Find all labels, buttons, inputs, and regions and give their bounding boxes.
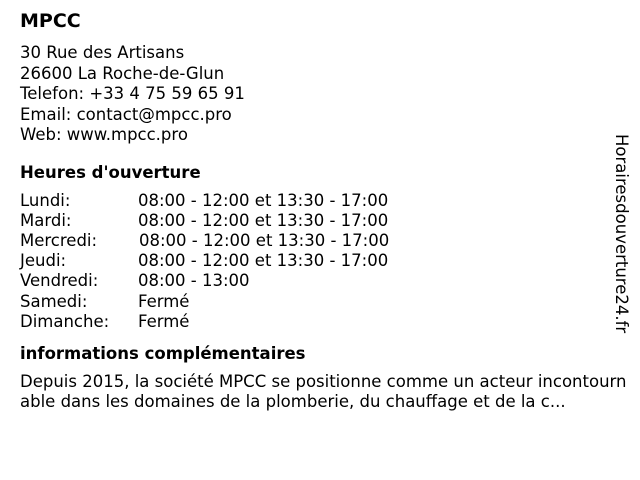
hours-day-label: Dimanche: — [20, 311, 110, 331]
hours-row-saturday — [20, 292, 620, 312]
email-line: Email: contact@mpcc.pro — [20, 104, 232, 124]
hours-row-friday — [20, 271, 620, 291]
hours-day-label: Mercredi: — [20, 230, 98, 250]
hours-row-tuesday — [20, 211, 620, 231]
contact-block — [20, 43, 620, 146]
opening-hours-table — [20, 191, 620, 332]
source-watermark — [603, 134, 639, 346]
hours-value: Fermé — [138, 311, 190, 331]
additional-info-text: Depuis 2015, la société MPCC se positionne comme un acteur incontournable dans les domaines de la plomberie, du chauffage et de la c... — [20, 371, 627, 412]
hours-value: 08:00 - 12:00 et 13:30 - 17:00 — [138, 251, 389, 271]
additional-info-title: informations complémentaires — [20, 343, 306, 363]
hours-value: 08:00 - 12:00 et 13:30 - 17:00 — [138, 190, 389, 210]
hours-value: 08:00 - 13:00 — [138, 271, 250, 291]
hours-row-monday — [20, 191, 620, 211]
address-street: 30 Rue des Artisans — [20, 43, 185, 62]
hours-value: 08:00 - 12:00 et 13:30 - 17:00 — [139, 230, 390, 250]
watermark-text: Horairesdouverture24.fr — [612, 134, 631, 334]
hours-day-label: Vendredi: — [20, 271, 99, 291]
hours-day-label: Lundi: — [20, 190, 71, 210]
hours-value: Fermé — [138, 291, 190, 311]
hours-value: 08:00 - 12:00 et 13:30 - 17:00 — [138, 210, 389, 230]
hours-row-thursday — [20, 251, 620, 271]
address-city: 26600 La Roche-de-Glun — [20, 63, 225, 83]
hours-day-label: Mardi: — [20, 210, 72, 230]
opening-hours-title: Heures d'ouverture — [20, 162, 201, 182]
web-line: Web: www.mpcc.pro — [20, 125, 188, 144]
hours-row-wednesday — [20, 231, 620, 251]
hours-row-sunday — [20, 312, 620, 332]
hours-day-label: Samedi: — [20, 291, 88, 311]
company-name: MPCC — [20, 10, 81, 32]
phone-line: Telefon: +33 4 75 59 65 91 — [20, 84, 245, 103]
hours-day-label: Jeudi: — [20, 251, 67, 271]
